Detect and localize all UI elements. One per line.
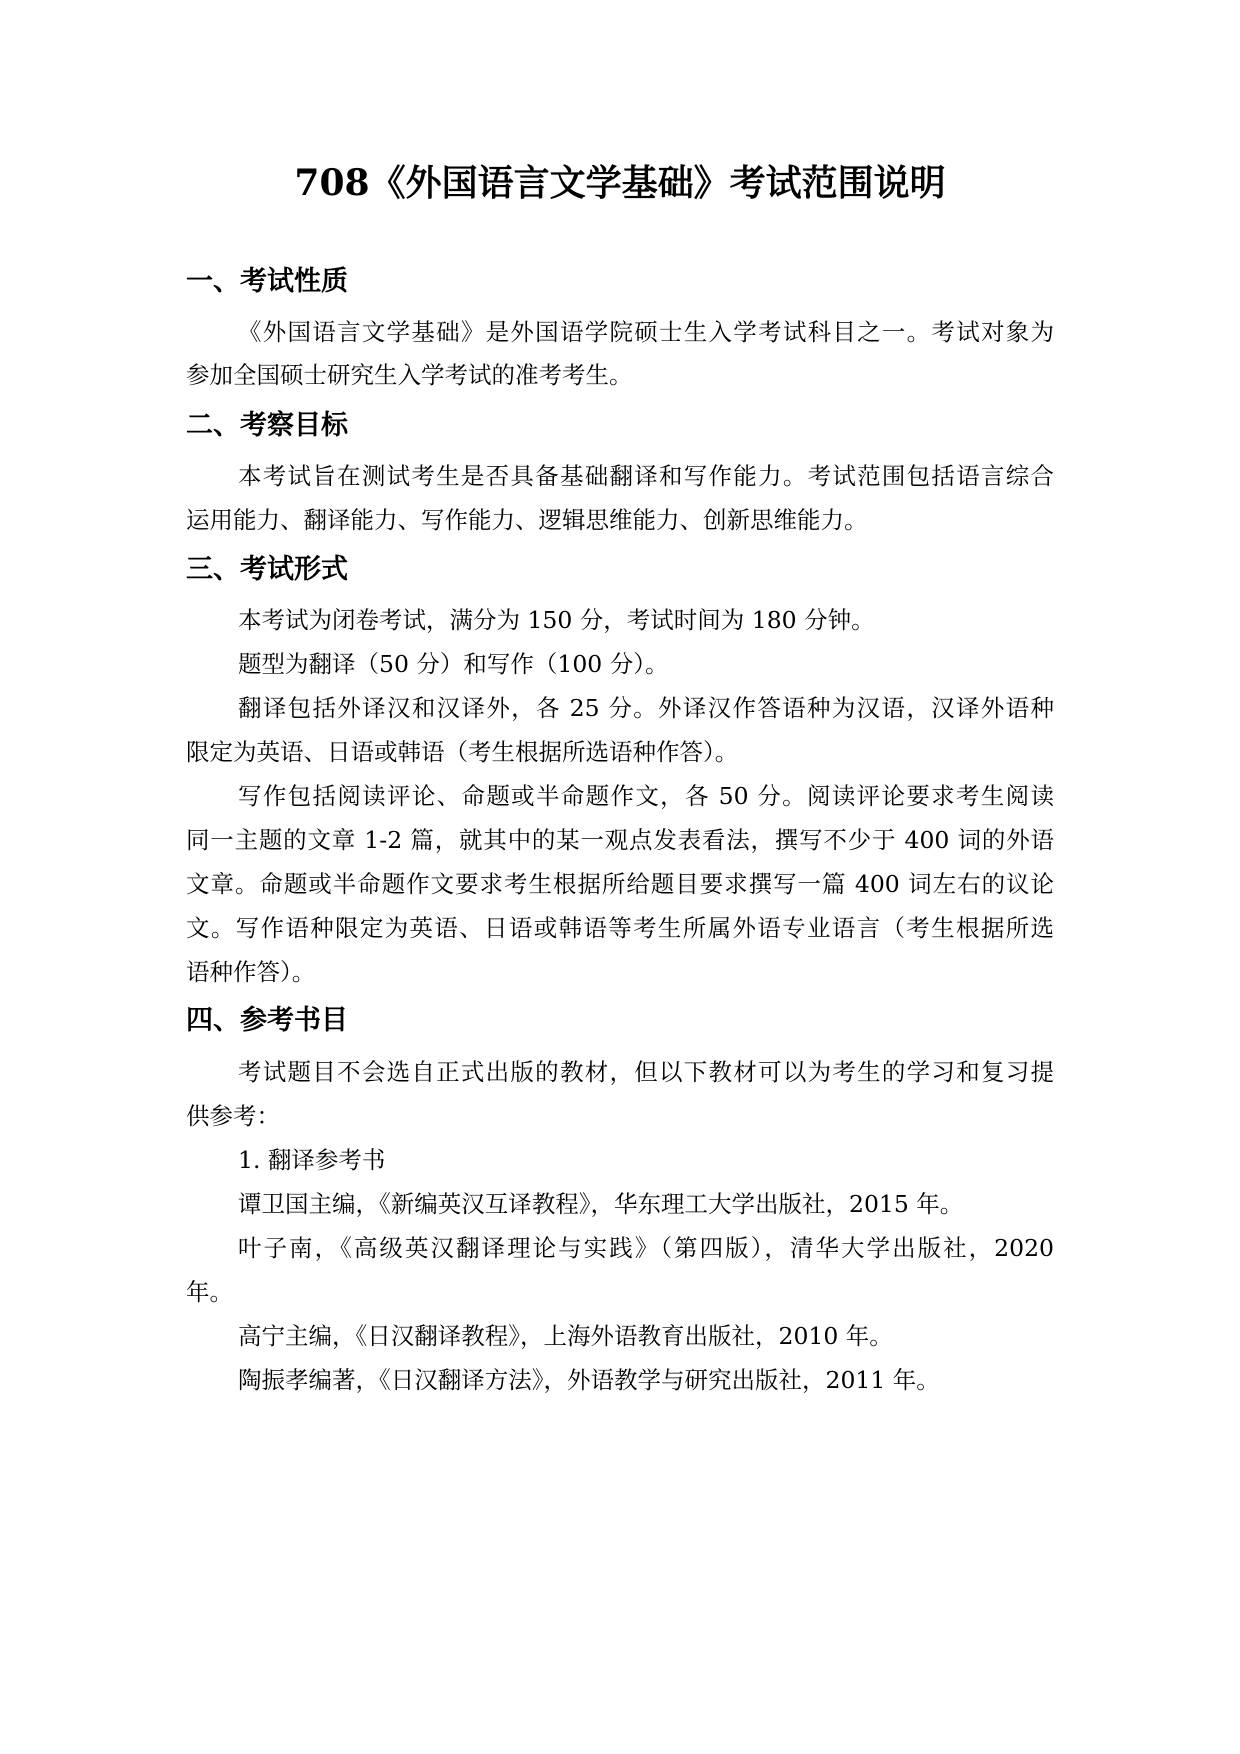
reference-entry: 谭卫国主编，《新编英汉互译教程》，华东理工大学出版社，2015 年。 bbox=[238, 1190, 964, 1218]
paragraph-line: 本考试旨在测试考生是否具备基础翻译和写作能力。考试范围包括语言综合 bbox=[238, 462, 1054, 490]
paragraph-line: 考试题目不会选自正式出版的教材，但以下教材可以为考生的学习和复习提 bbox=[238, 1058, 1054, 1086]
paragraph-line: 写作包括阅读评论、命题或半命题作文，各 50 分。阅读评论要求考生阅读 bbox=[238, 782, 1054, 810]
reference-subheading: 1. 翻译参考书 bbox=[238, 1146, 386, 1174]
section-heading-objectives: 二、考察目标 bbox=[186, 410, 348, 441]
document-title: 708《外国语言文学基础》考试范围说明 bbox=[294, 162, 946, 204]
paragraph-line: 同一主题的文章 1-2 篇，就其中的某一观点发表看法，撰写不少于 400 词的外语 bbox=[186, 826, 1054, 854]
reference-entry-continuation: 年。 bbox=[186, 1278, 233, 1306]
paragraph-line: 运用能力、翻译能力、写作能力、逻辑思维能力、创新思维能力。 bbox=[186, 506, 868, 534]
section-heading-nature: 一、考试性质 bbox=[186, 266, 348, 297]
paragraph-line: 《外国语言文学基础》是外国语学院硕士生入学考试科目之一。考试对象为 bbox=[238, 318, 1054, 346]
paragraph-line: 参加全国硕士研究生入学考试的准考考生。 bbox=[186, 361, 633, 389]
paragraph-line: 供参考： bbox=[186, 1102, 280, 1130]
paragraph-line: 翻译包括外译汉和汉译外，各 25 分。外译汉作答语种为汉语，汉译外语种 bbox=[238, 694, 1054, 722]
paragraph-line: 本考试为闭卷考试，满分为 150 分，考试时间为 180 分钟。 bbox=[238, 606, 875, 634]
paragraph-line: 题型为翻译（50 分）和写作（100 分）。 bbox=[238, 650, 669, 678]
paragraph-line: 文章。命题或半命题作文要求考生根据所给题目要求撰写一篇 400 词左右的议论 bbox=[186, 870, 1054, 898]
section-heading-references: 四、参考书目 bbox=[186, 1005, 348, 1036]
section-heading-format: 三、考试形式 bbox=[186, 554, 348, 585]
paragraph-line: 语种作答）。 bbox=[186, 958, 316, 986]
reference-entry: 陶振孝编著，《日汉翻译方法》，外语教学与研究出版社，2011 年。 bbox=[238, 1366, 940, 1394]
reference-entry: 高宁主编，《日汉翻译教程》，上海外语教育出版社，2010 年。 bbox=[238, 1322, 893, 1350]
paragraph-line: 文。写作语种限定为英语、日语或韩语等考生所属外语专业语言（考生根据所选 bbox=[186, 914, 1054, 942]
reference-entry: 叶子南，《高级英汉翻译理论与实践》（第四版），清华大学出版社，2020 bbox=[238, 1234, 1054, 1262]
paragraph-line: 限定为英语、日语或韩语（考生根据所选语种作答）。 bbox=[186, 738, 739, 766]
